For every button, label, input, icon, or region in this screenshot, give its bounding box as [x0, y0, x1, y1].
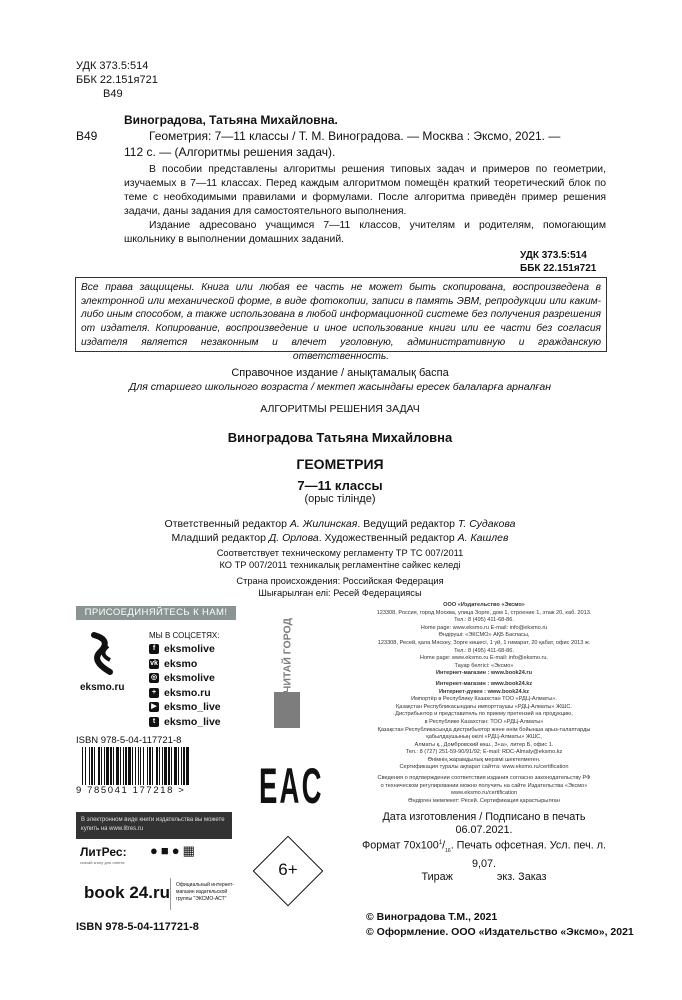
entry-code: В49: [76, 129, 98, 143]
audience: Издание адресовано учащимся 7—11 классов, учителям и родителям, помогающим школьнику в выполнении домашних заданий.: [124, 220, 606, 245]
barcode-bar: [94, 747, 95, 785]
barcode-bar: [116, 747, 119, 785]
reg-line: КО ТР 007/2011 техникалық регламентіне сәйкес келеді: [219, 560, 461, 570]
copyright-line: © Оформление. ООО «Издательство «Эксмо», 2021: [366, 926, 634, 938]
barcode-bar: [106, 747, 109, 785]
youtube-icon: ▶: [149, 702, 159, 712]
chitai-text: ЧИТАЙ ГОРОД: [281, 617, 294, 694]
editor: Т. Судакова: [457, 518, 516, 530]
social-label: eksmolive: [164, 672, 215, 685]
entry-udk-bbk: [520, 249, 606, 275]
litres-sub: скачай книгу для ответа: [80, 860, 125, 865]
publisher-line: в Республике Казахстан: ТОО «РДЦ-Алматы»: [424, 718, 544, 725]
barcode-bar: [128, 747, 131, 785]
editor: А. Жилинская: [289, 518, 358, 530]
instagram-icon: ◎: [150, 674, 158, 682]
publisher-line: Өнімнің жарамдылық мерзімі шектелмеген.: [427, 756, 541, 763]
barcode-bar: [89, 747, 90, 785]
eac-mark: EAC: [259, 758, 324, 814]
bbk: ББК 22.151я721: [520, 263, 597, 274]
series: АЛГОРИТМЫ РЕШЕНИЯ ЗАДАЧ: [260, 403, 420, 415]
format-sub: 16: [445, 848, 451, 855]
udk: УДК 373.5:514: [76, 60, 149, 72]
publisher-line: Тауар белгісі: «Эксмо»: [454, 662, 514, 669]
android-icon: ■: [160, 843, 172, 858]
title-line: 112 с. — (Алгоритмы решения задач).: [124, 145, 336, 159]
litres-banner[interactable]: В электронном виде книги издательства вы можете купить на www.litres.ru: [76, 812, 232, 839]
publisher-line: Сведения о подтверждении соответствия издания согласно законодательству РФ: [377, 775, 591, 782]
country: [140, 575, 540, 599]
editors-1: [100, 517, 580, 531]
regulation: [140, 547, 540, 571]
barcode-bar: [143, 747, 144, 785]
print-format: Формат $70x100^1/_{16}$. Печать офсетная. Усл. печ. л. 9,07.: [362, 840, 606, 871]
publisher-line: 123308, Ресей, қала Мәскеу, Зорге көшесі, 1 үй, 1 ғимарат, 20 қабат, офис 2013 ж.: [377, 639, 591, 646]
book-title: ГЕОМЕТРИЯ: [296, 456, 384, 472]
social-item[interactable]: [149, 657, 221, 672]
publisher-line: Өндіруші: «ЭКСМО» АҚБ Баспасы,: [438, 632, 530, 639]
barcode-bar: [125, 747, 127, 785]
udk: УДК 373.5:514: [520, 250, 587, 261]
litres-logo: ЛитРес:: [80, 845, 127, 859]
bbk: ББК 22.151я721: [76, 74, 158, 86]
role: Ответственный редактор: [164, 518, 290, 530]
isbn-top: ISBN 978-5-04-117721-8: [76, 735, 182, 746]
isbn-bottom: ISBN 978-5-04-117721-8: [76, 921, 199, 933]
barcode-bar: [110, 747, 112, 785]
barcode-bar: [91, 747, 93, 785]
entry-title: [124, 128, 606, 160]
print-info: [358, 811, 610, 884]
barcode-bar: [135, 747, 136, 785]
author: Виноградова Татьяна Михайловна: [227, 430, 453, 445]
barcode-bar: [132, 747, 133, 785]
eksmo-site[interactable]: eksmo.ru: [80, 682, 125, 693]
author-code: В49: [103, 88, 123, 100]
barcode-bar: [98, 747, 100, 785]
barcode-bar: [162, 747, 163, 785]
publisher-line: Home page: www.eksmo.ru E-mail: info@eksmo.ru.: [419, 655, 549, 662]
barcode-bar: [168, 747, 170, 785]
print-run: [358, 871, 610, 884]
publisher-line: Интернет-магазин : www.book24.kz: [435, 680, 533, 687]
print-date: Дата изготовления / Подписано в печать 06.07.2021.: [382, 811, 586, 837]
publisher-line: Сертификация туралы ақпарат сайтта: www.eksmo.ru/certification: [399, 764, 569, 771]
social-item[interactable]: [149, 642, 221, 657]
title-line: Геометрия: 7—11 классы / Т. М. Виноградова. — Москва : Эксмо, 2021. —: [149, 129, 561, 143]
age-rating: 6+: [278, 860, 298, 879]
barcode-bar: [156, 747, 158, 785]
role: . Художественный редактор: [318, 532, 458, 544]
barcode-bar: [171, 747, 172, 785]
barcode-bar: [82, 747, 83, 785]
windows-icon: ▦: [182, 843, 198, 858]
chitai-gorod-logo: [270, 617, 308, 730]
format-sup: 1: [438, 840, 443, 847]
language: (орыс тілінде): [304, 493, 376, 505]
publisher-line: Импортёр в Республику Казахстан ТОО «РДЦ-Алматы».: [411, 696, 557, 703]
publisher-line: Алматы қ., Домбровский көш., 3«а», литер Б, офис 1.: [414, 741, 554, 748]
publisher-line: 123308, Россия, город Москва, улица Зорге, дом 1, строение 1, этаж 20, каб. 2013.: [376, 609, 592, 616]
social-label: eksmolive: [164, 643, 215, 656]
publisher-line: Home page: www.eksmo.ru E-mail: info@eksmo.ru: [420, 624, 548, 631]
publisher-line: о техническом регулировании можно получить на сайте Издательства «Эксмо»: [380, 782, 588, 789]
facebook-icon: f: [149, 644, 159, 654]
social-item[interactable]: [149, 715, 221, 730]
publisher-line: Тел.: 8 (495) 411-68-86.: [454, 617, 514, 624]
social-item[interactable]: [149, 700, 221, 715]
social-list: [149, 642, 221, 729]
barcode-bar: [183, 747, 185, 785]
barcode-bar: [140, 747, 141, 785]
barcode-bar: [104, 747, 105, 785]
reg-line: Соответствует техническому регламенту ТР ТС 007/2011: [216, 548, 464, 558]
divider: [170, 878, 171, 910]
apple-icon: ●: [150, 843, 161, 858]
grades: 7—11 классы: [297, 478, 383, 493]
publisher-line: ООО «Издательство «Эксмо»: [443, 602, 525, 608]
age-group: Для старшего школьного возраста / мектеп жасындағы ересек балаларға арналған: [128, 381, 552, 393]
barcode-icon: [82, 747, 192, 785]
barcode-bar: [164, 747, 167, 785]
publisher-line: қабылдаушының өкілі «РДЦ-Алматы» ЖШС,: [426, 734, 542, 741]
copyright: [366, 910, 634, 940]
windows-circle-icon: ●: [171, 843, 183, 858]
barcode-bar: [123, 747, 124, 785]
publisher-line: Интернет-магазин : www.book24.ru: [435, 670, 533, 677]
barcode-bar: [149, 747, 151, 785]
book24-sub: Официальный интернет-магазин издательской группы "ЭКСМО-АСТ": [176, 882, 234, 902]
editors-2: [100, 531, 580, 545]
order-label: экз. Заказ: [496, 871, 547, 884]
barcode-bar: [85, 747, 86, 785]
barcode-bar: [159, 747, 160, 785]
publisher-line: Өндірген мемлекет: Ресей. Сертификация қарастырылған: [408, 797, 560, 804]
barcode-digits: 9 785041 177218 >: [76, 785, 186, 796]
edition-type: Справочное издание / анықтамалық баспа: [231, 367, 449, 379]
platform-icons: [150, 843, 198, 859]
social-label: eksmo_live: [164, 715, 221, 728]
barcode-bar: [101, 747, 102, 785]
social-title: МЫ В СОЦСЕТЯХ:: [149, 631, 220, 640]
twitter-icon: t: [149, 717, 159, 727]
barcode-bar: [147, 747, 148, 785]
barcode-bar: [186, 747, 189, 785]
publisher-line: www.eksmo.ru/certification: [450, 790, 518, 797]
social-label: eksmo: [164, 657, 198, 670]
barcode-bar: [181, 747, 182, 785]
publisher-line: Тел.: 8 (727) 251-59-90/91/92; E-mail: RDC-Almaty@eksmo.kz: [405, 749, 563, 756]
run-label: Тираж: [421, 871, 453, 884]
entry: [76, 112, 606, 275]
chitai-mark-icon: [274, 692, 300, 728]
social-item[interactable]: [149, 686, 221, 701]
copyright-line: © Виноградова Т.М., 2021: [366, 911, 498, 923]
entry-author: Виноградова, Татьяна Михайловна.: [124, 113, 338, 127]
plus-icon: +: [149, 688, 159, 698]
format-rest: . Печать офсетная. Усл. печ. л. 9,07.: [450, 840, 606, 871]
barcode-bar: [174, 747, 177, 785]
country-line: Страна происхождения: Российская Федерация: [236, 576, 444, 586]
publisher-line: Тел.: 8 (495) 411-68-86.: [454, 647, 514, 654]
right-column: [358, 602, 610, 884]
social-item[interactable]: [149, 671, 221, 686]
barcode-bar: [120, 747, 121, 785]
barcode-bar: [113, 747, 114, 785]
format: Формат 70x100: [362, 840, 439, 853]
entry-title-row: [76, 128, 606, 160]
eksmo-logo-icon: [88, 632, 118, 676]
barcode-bar: [152, 747, 153, 785]
publisher-line: Қазақстан Республикасында дистрибьютор және өнім бойынша арыз-талаптарды: [377, 726, 591, 733]
role: . Ведущий редактор: [357, 518, 458, 530]
publisher-line: Қазақстан Республикасындағы импорттаушы «РДЦ-Алматы» ЖШС.: [396, 703, 572, 710]
book24-logo: book 24.ru: [84, 883, 170, 902]
classification: [76, 59, 158, 101]
role: Младший редактор: [171, 532, 269, 544]
publisher-line: Интернет-дүкен : www.book24.kz: [438, 688, 530, 695]
publisher-line: Дистрибьютор и представитель по приему претензий на продукцию,: [395, 711, 573, 718]
social-label: eksmo_live: [164, 701, 221, 714]
social-label: eksmo.ru: [164, 686, 211, 699]
vk-icon: vk: [150, 659, 158, 667]
editor: Д. Орлова: [268, 532, 319, 544]
barcode-bar: [138, 747, 139, 785]
barcode-bar: [178, 747, 179, 785]
editor: А. Кашлев: [457, 532, 509, 544]
join-banner: ПРИСОЕДИНЯЙТЕСЬ К НАМ!: [76, 606, 236, 620]
rights-notice: Все права защищены. Книга или любая ее часть не может быть скопирована, воспроизведена в электронной или механической форме, в виде фотокопии, записи в память ЭВМ, репродукции или каким-либо иным способом, а также использована в любой информационной системе без получения разрешения от издателя. Копирование, воспроизведение и иное использование книги или ее части без согласия издателя является незаконным и влечет уголовную, административную и гражданскую ответственность.: [75, 277, 607, 352]
publisher-info: [358, 602, 610, 805]
country-line: Шығарылған елі: Ресей Федерациясы: [258, 588, 422, 598]
abstract: В пособии представлены алгоритмы решения типовых задач и примеров по геометрии, изучаемых в 7—11 классах. Перед каждым алгоритмом помещён краткий теоретический блок по теме с необходимыми правилами и формулами. После алгоритма приведён пример решения задачи, даны задания для самостоятельного выполнения.: [124, 164, 606, 217]
